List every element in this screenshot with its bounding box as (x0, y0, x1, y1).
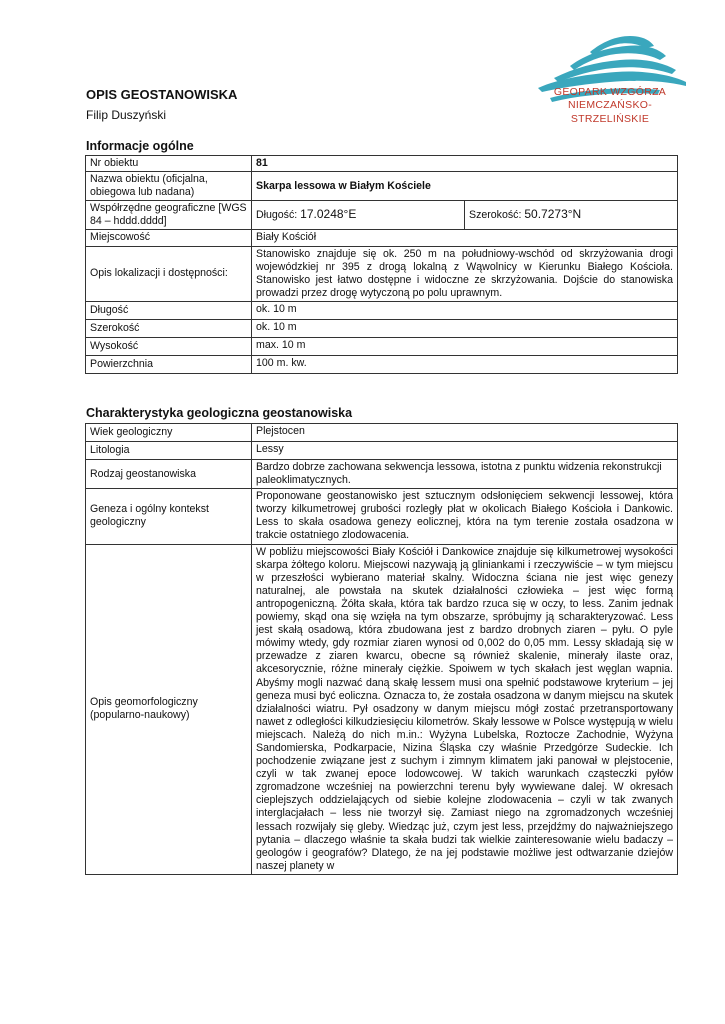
section-title-geology: Charakterystyka geologiczna geostanowiska (86, 406, 353, 420)
value-location: Stanowisko znajduje się ok. 250 m na południowy-wschód od skrzyżowania drogi wojewódzkiej nr 395 z drogą lokalną z Wąwolnicy w Kierunku Białego Kościoła. Stanowisko jest łatwo dostępne i widoczne ze skrzyżowania. Dojście do stanowiska prowadzi przez drogę wytyczoną po polu uprawnym. (252, 246, 678, 301)
logo-text-line2: NIEMCZAŃSKO-STRZELIŃSKIE (567, 99, 653, 125)
value-kind: Bardzo dobrze zachowana sekwencja lessowa, istotna z punktu widzenia rekonstrukcji paleoklimatycznych. (252, 460, 678, 489)
longitude-value: 17.0248°E (300, 207, 357, 222)
logo-text-line1: GEOPARK WZGÓRZA (553, 86, 667, 98)
latitude-value: 50.7273°N (524, 207, 582, 222)
table-row (86, 460, 678, 489)
value-height: max. 10 m (252, 337, 678, 355)
label-width: Szerokość (86, 319, 252, 337)
table-row (86, 442, 678, 460)
label-geomorph: Opis geomorfologiczny (popularno-naukowy) (86, 544, 252, 874)
table-row (86, 246, 678, 301)
table-row (86, 156, 678, 172)
label-area: Powierzchnia (86, 355, 252, 373)
label-nr: Nr obiektu (86, 156, 252, 172)
geology-table (85, 423, 678, 875)
value-nr: 81 (252, 156, 678, 172)
value-width: ok. 10 m (252, 319, 678, 337)
label-place: Miejscowość (86, 230, 252, 246)
value-lithology: Lessy (252, 442, 678, 460)
label-genesis: Geneza i ogólny kontekst geologiczny (86, 489, 252, 544)
value-place: Biały Kościół (252, 230, 678, 246)
value-age: Plejstocen (252, 424, 678, 442)
table-row (86, 301, 678, 319)
label-kind: Rodzaj geostanowiska (86, 460, 252, 489)
table-row (86, 319, 678, 337)
label-location: Opis lokalizacji i dostępności: (86, 246, 252, 301)
general-info-table (85, 155, 678, 374)
section-title-general: Informacje ogólne (86, 139, 194, 153)
table-row (86, 230, 678, 246)
value-genesis: Proponowane geostanowisko jest sztucznym odsłonięciem sekwencji lessowej, która tworzy kilkumetrowej grubości rozległy płat w okolicach Białego Kościoła i Dankowic. Less to skała osadowa genezy eolicznej, która na tym terenie została osadzona w trakcie ostatniego zlodowacenia. (252, 489, 678, 544)
author-name: Filip Duszyński (86, 108, 167, 122)
table-row (86, 355, 678, 373)
label-name: Nazwa obiektu (oficjalna, obiegowa lub nadana) (86, 172, 252, 201)
latitude-label: Szerokość: (469, 209, 522, 222)
table-row (86, 201, 678, 230)
label-lithology: Litologia (86, 442, 252, 460)
table-row (86, 424, 678, 442)
value-name: Skarpa lessowa w Białym Kościele (252, 172, 678, 201)
table-row (86, 489, 678, 544)
value-geomorph: W pobliżu miejscowości Biały Kościół i Dankowice znajduje się kilkumetrowej wysokości skarpa żółtego koloru. Miejscowi nazywają ją gliniankami i rzeczywiście – w tym miejscu w przeszłości wybierano materiał skalny. Widoczna ściana nie jest więc genezy naturalnej, ale powstała na skutek działalności człowieka – jest więc formą antropogeniczną. Żółta skała, która tak bardzo rzuca się w oczy, to less. Zanim jednak powiemy, skąd ona się wzięła na tym obszarze, spróbujmy ją scharakteryzować. Less jest skałą osadową, która zbudowana jest z bardzo drobnych ziaren – pyłu. O pyle mówimy wtedy, gdy rozmiar ziaren wynosi od 0,002 do 0,05 mm. Lessy składają się w przewadze z ziaren kwarcu, obecne są również skalenie, minerały ilaste oraz, akcesorycznie, różne minerały ciężkie. Spoiwem w tych skałach jest węglan wapnia. Abyśmy mogli nazwać daną skałę lessem musi ona spełnić podstawowe kryterium – jej geneza musi być eoliczna. Oznacza to, że została osadzona w danym miejscu na skutek działalności wiatru. Pył osadzony w danym miejscu mógł zostać przetransportowany nawet z odległości kilkudziesięciu kilometrów. Skały lessowe w Polsce występują w wielu miejscach. Należą do nich m.in.: Wyżyna Lubelska, Roztocze Zachodnie, Wyżyna Sandomierska, Podkarpacie, Nizina Śląska czy właśnie Przedgórze Sudeckie. Ich pochodzenie związane jest z suchym i zimnym klimatem jaki panował w plejstocenie, czyli w tak zwanej epoce lodowcowej. W takich warunkach cząsteczki pyłów zgromadzone wcześniej na powierzchni terenu były wywiewane dalej. W okresach cieplejszych oddzielających od siebie kolejne zlodowacenia – czyli w tak zwanych interglacjałach – less nie tworzył się. Zamiast niego na zgromadzonych wcześniej lessach rozwijały się gleby. Wiedząc już, czym jest less, przejdźmy do najważniejszego pytania – dlaczego właśnie ta skała budzi tak wielkie zainteresowanie wielu badaczy – geologów i geografów? Dlatego, że na jej podstawie możliwe jest odtwarzanie dziejów naszej planety w (252, 544, 678, 874)
value-longitude (252, 201, 465, 230)
value-area: 100 m. kw. (252, 355, 678, 373)
table-row (86, 544, 678, 874)
label-coords: Współrzędne geograficzne [WGS 84 – hddd.dddd] (86, 201, 252, 230)
document-title: OPIS GEOSTANOWISKA (86, 87, 238, 102)
label-height: Wysokość (86, 337, 252, 355)
longitude-label: Długość: (256, 209, 298, 222)
label-age: Wiek geologiczny (86, 424, 252, 442)
value-length: ok. 10 m (252, 301, 678, 319)
table-row (86, 337, 678, 355)
label-length: Długość (86, 301, 252, 319)
table-row (86, 172, 678, 201)
value-latitude (465, 201, 678, 230)
